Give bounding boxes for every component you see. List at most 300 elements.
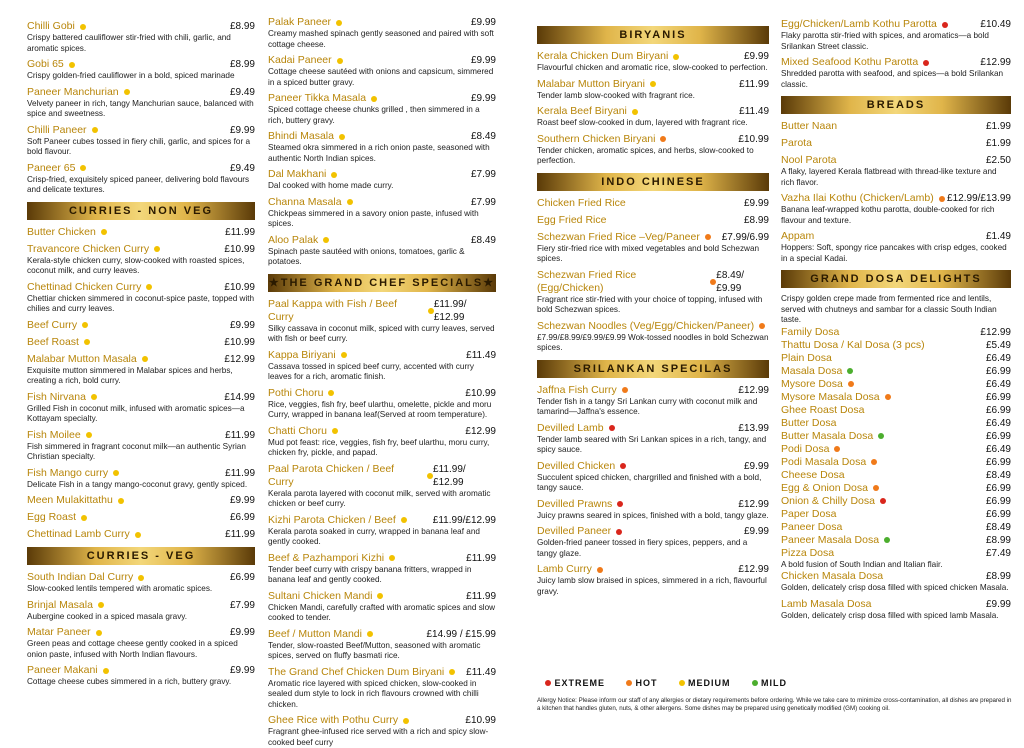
item-name: Mysore Masala Dosa: [781, 390, 880, 403]
item-name: Plain Dosa: [781, 351, 832, 364]
item-name: Lamb Masala Dosa: [781, 597, 872, 610]
menu-item: [781, 326, 1011, 339]
menu-column-4: [781, 18, 1011, 743]
menu-item-header: [268, 92, 496, 105]
spice-level-icon: [92, 127, 98, 133]
menu-item-header: [27, 226, 255, 239]
item-price: £9.99: [743, 460, 769, 472]
menu-item-header: [537, 460, 769, 473]
spice-level-icon: [449, 669, 455, 675]
menu-item-header: [268, 463, 496, 489]
item-name: Mysore Dosa: [781, 377, 843, 390]
spice-level-icon: [847, 368, 853, 374]
menu-item-header: [268, 168, 496, 181]
menu-item-header: [268, 590, 496, 603]
item-description: Exquisite mutton simmered in Malabar spices and herbs, creating a rich, bold curry.: [27, 365, 233, 385]
item-description: Golden-fried paneer tossed in fiery spices, peppers, and a tangy glaze.: [537, 538, 748, 558]
menu-item-header: [27, 281, 255, 294]
menu-item-header: [537, 422, 769, 435]
spice-level-icon: [82, 322, 88, 328]
item-name: Egg Fried Rice: [537, 213, 607, 226]
item-price: £7.99: [470, 196, 496, 208]
item-price: £5.49: [985, 339, 1011, 351]
menu-item: [268, 590, 496, 624]
menu-item-header: [781, 508, 1011, 521]
spice-level-icon: [113, 470, 119, 476]
spice-level-icon: [328, 390, 334, 396]
item-price: £8.49/£9.99: [716, 269, 745, 294]
menu-item: [781, 137, 1011, 150]
spice-level-icon: [337, 58, 343, 64]
item-description: Flavourful chicken and aromatic rice, slow-cooked to perfection.: [537, 63, 768, 72]
menu-item: [268, 16, 496, 50]
item-description: Tender beef curry with crispy banana fritters, wrapped in banana leaf and gently cooked.: [268, 564, 472, 584]
item-price: £2.50: [985, 155, 1011, 166]
menu-item: [268, 387, 496, 421]
legend-item: [540, 678, 605, 688]
menu-column-3: [537, 20, 769, 745]
item-name: Malabar Mutton Biryani: [537, 77, 645, 90]
section-banner-indo-chinese: INDO CHINESE: [537, 173, 769, 191]
spice-level-icon: [759, 323, 765, 329]
menu-item-header: [268, 628, 496, 641]
menu-item: [27, 281, 255, 315]
spice-level-icon: [884, 537, 890, 543]
menu-item-header: [537, 214, 769, 227]
item-name: Matar Paneer: [27, 626, 91, 638]
menu-item: [537, 50, 769, 74]
item-name: Travancore Chicken Curry: [27, 242, 150, 255]
item-description: Golden, delicately crisp dosa filled with spiced lamb Masala.: [781, 610, 999, 620]
spice-level-icon: [617, 501, 623, 507]
item-price: £9.99: [229, 495, 255, 506]
item-name: Channa Masala: [268, 195, 342, 208]
item-name: Lamb Curry: [537, 563, 592, 575]
item-price: £10.99: [738, 133, 769, 145]
item-description: Tender lamb seared with Sri Lankan spices in a rich, tangy, and spicy sauce.: [537, 434, 767, 454]
item-name: Sultani Chicken Mandi: [268, 589, 373, 602]
item-description: Aubergine cooked in a spiced masala gravy.: [27, 611, 188, 621]
item-price: £11.99: [225, 226, 255, 238]
item-name: Schezwan Fried Rice –Veg/Paneer: [537, 230, 700, 243]
legend-item: [621, 678, 658, 688]
spice-level-icon: [401, 517, 407, 523]
item-price: £11.49: [466, 349, 496, 361]
spice-level-icon: [620, 463, 626, 469]
spice-level-icon: [336, 20, 342, 26]
menu-item: [781, 456, 1011, 469]
item-name: Pothi Choru: [268, 386, 324, 399]
item-description: Golden, delicately crisp dosa filled with spiced chicken Masala.: [781, 583, 1009, 592]
menu-item-header: [781, 352, 1011, 365]
spice-level-icon: [118, 498, 124, 504]
item-description: Cassava tossed in spiced beef curry, accented with curry leaves for a rich, aromatic finish.: [268, 361, 474, 381]
item-name: Paneer 65: [27, 161, 76, 174]
menu-item-header: [27, 58, 255, 71]
menu-item-header: [268, 196, 496, 209]
menu-item: [781, 598, 1011, 622]
spice-level-icon: [347, 199, 353, 205]
item-name: Devilled Lamb: [537, 421, 604, 434]
item-description: Steamed okra simmered in a rich onion paste, seasoned with authentic North Indian spices.: [268, 143, 490, 163]
item-name: Egg Roast: [27, 511, 77, 523]
spice-level-icon: [878, 433, 884, 439]
item-name: Paneer Masala Dosa: [781, 533, 880, 546]
item-price: £8.99: [229, 59, 255, 70]
item-description: Hoppers: Soft, spongy rice pancakes with crisp edges, cooked in a special Kadai.: [781, 243, 1007, 263]
spice-level-icon: [81, 515, 87, 521]
item-name: Fish Moilee: [27, 428, 81, 441]
menu-item: [781, 154, 1011, 188]
item-price: £10.99: [224, 336, 255, 348]
item-description: A flaky, layered Kerala flatbread with thread-like texture and rich flavor.: [781, 167, 997, 187]
legend-label: HOT: [632, 678, 658, 688]
item-description: Crispy golden-fried cauliflower in a bold, spiced marinade: [27, 71, 235, 80]
item-description: Shredded parotta with seafood, and spices—a bold Srilankan classic.: [781, 69, 1004, 89]
menu-item-header: [537, 50, 769, 63]
legend-item: [747, 678, 788, 688]
menu-column-1: [27, 20, 255, 745]
menu-item-header: [27, 162, 255, 175]
item-name: Onion & Chilly Dosa: [781, 494, 875, 507]
menu-item: [537, 320, 769, 354]
menu-item-header: [781, 18, 1011, 31]
item-description: Fish simmered in fragrant coconut milk—an authentic Syrian Christian specialty.: [27, 441, 246, 461]
legend-label: EXTREME: [551, 678, 606, 688]
item-name: Vazha Ilai Kothu (Chicken/Lamb): [781, 192, 934, 204]
spice-level-icon: [660, 136, 666, 142]
item-price: £9.99: [470, 17, 496, 28]
section-banner-biryanis: BIRYANIS: [537, 26, 769, 44]
item-price: £6.49: [985, 352, 1011, 364]
item-name: Chettinad Chicken Curry: [27, 280, 142, 293]
item-name: Chettinad Lamb Curry: [27, 528, 130, 540]
spice-level-icon: [834, 446, 840, 452]
menu-item: [268, 234, 496, 268]
item-price: £13.99: [738, 422, 769, 434]
menu-item: [268, 628, 496, 662]
menu-item-header: [27, 319, 255, 332]
menu-item: [781, 56, 1011, 90]
spice-level-icon: [98, 602, 104, 608]
item-price: £11.49: [739, 106, 769, 117]
item-price: £8.49: [985, 521, 1011, 533]
spice-level-icon: [377, 593, 383, 599]
section-banner-curries-veg: CURRIES - VEG: [27, 547, 255, 565]
menu-item: [27, 599, 255, 623]
item-description: Juicy lamb slow braised in spices, simmered in a rich, flavourful gravy.: [537, 576, 767, 596]
item-price: £6.99: [985, 456, 1011, 468]
item-name: Kizhi Parota Chicken / Beef: [268, 513, 396, 526]
spice-level-icon: [103, 668, 109, 674]
item-description: Tender lamb slow-cooked with fragrant rice.: [537, 90, 695, 100]
dosa-intro: Crispy golden crepe made from fermented rice and lentils, served with chutneys and sambar for a classic South Indian taste.: [781, 294, 997, 324]
spice-level-icon: [871, 459, 877, 465]
menu-item: [268, 463, 496, 510]
spice-level-icon: [138, 575, 144, 581]
item-name: Paal Parota Chicken / Beef Curry: [268, 462, 395, 488]
legend-label: MILD: [757, 678, 788, 688]
item-description: Aromatic rice layered with spiced chicken, slow-cooked in sealed dum style to lock in rich flavours crowned with chilli chicken.: [268, 678, 479, 709]
menu-item: [27, 124, 255, 158]
menu-item-header: [537, 498, 769, 511]
menu-item-header: [268, 130, 496, 143]
item-price: £10.99: [224, 243, 255, 255]
menu-item: [27, 429, 255, 463]
menu-item-header: [781, 230, 1011, 243]
menu-item-header: [781, 430, 1011, 443]
menu-item: [268, 349, 496, 383]
menu-item: [537, 384, 769, 418]
spice-level-icon: [942, 22, 948, 28]
menu-item-header: [537, 105, 769, 118]
item-price: £11.99: [225, 529, 255, 540]
menu-item-header: [781, 391, 1011, 404]
item-name: Devilled Prawns: [537, 497, 613, 510]
item-price: £9.99: [985, 598, 1011, 610]
menu-item: [781, 404, 1011, 417]
item-name: Paal Kappa with Fish / Beef Curry: [268, 297, 397, 323]
item-description: Silky cassava in coconut milk, spiced with curry leaves, served with fish or beef curry.: [268, 323, 495, 343]
menu-item: [268, 196, 496, 230]
spice-level-icon: [616, 529, 622, 535]
item-name: Meen Mulakittathu: [27, 494, 113, 506]
item-price: £6.99: [229, 572, 255, 583]
menu-item: [537, 498, 769, 522]
legend-label: MEDIUM: [684, 678, 731, 688]
item-name: Egg/Chicken/Lamb Kothu Parotta: [781, 18, 937, 30]
item-name: Podi Dosa: [781, 442, 830, 455]
menu-item: [537, 214, 769, 227]
item-price: £6.99: [229, 512, 255, 523]
item-name: Pizza Dosa: [781, 546, 835, 559]
item-price: £11.99/£12.99: [433, 463, 466, 488]
menu-item-header: [537, 384, 769, 397]
item-description: Flaky parotta stir-fried with spices, and aromatics—a bold Srilankan Street classic.: [781, 31, 989, 51]
menu-item-header: [27, 336, 255, 349]
menu-item-header: [537, 563, 769, 576]
menu-item-header: [537, 197, 769, 210]
menu-item-header: [781, 547, 1011, 560]
menu-item-header: [268, 714, 496, 727]
menu-item: [781, 391, 1011, 404]
item-price: £12.99: [980, 326, 1011, 338]
item-description: Chicken Mandi, carefully crafted with aromatic spices and slow cooked to tender.: [268, 602, 496, 622]
spice-level-icon: [80, 165, 86, 171]
item-price: £11.99: [466, 552, 496, 564]
item-price: £9.99: [743, 526, 769, 537]
item-price: £7.99: [470, 169, 496, 180]
menu-item: [781, 339, 1011, 352]
menu-item-header: [781, 482, 1011, 495]
item-price: £7.99/6.99: [721, 231, 769, 243]
menu-item-header: [781, 192, 1011, 205]
item-price: £9.99: [470, 55, 496, 66]
item-price: £12.99: [980, 57, 1011, 68]
section-banner-breads: BREADS: [781, 96, 1011, 114]
spice-level-icon: [632, 109, 638, 115]
spice-level-icon: [673, 54, 679, 60]
spice-level-icon: [84, 339, 90, 345]
menu-item-header: [781, 154, 1011, 167]
menu-item: [781, 521, 1011, 534]
menu-item-header: [27, 243, 255, 256]
menu-item: [27, 511, 255, 524]
item-price: £6.99: [985, 508, 1011, 520]
spice-level-icon: [873, 485, 879, 491]
menu-item: [537, 197, 769, 210]
item-name: Parota: [781, 137, 812, 149]
item-description: Chickpeas simmered in a savory onion paste, infused with spices.: [268, 208, 479, 228]
menu-item: [268, 168, 496, 192]
item-price: £9.99: [229, 319, 255, 331]
item-price: £10.99: [465, 715, 496, 726]
menu-item-header: [781, 378, 1011, 391]
item-description: Chettiar chicken simmered in coconut-spice paste, topped with chilies and curry leaves.: [27, 293, 255, 313]
menu-item-header: [537, 269, 769, 295]
menu-item-header: [268, 514, 496, 527]
item-description: Crispy battered cauliflower stir-fried with chili, garlic, and aromatic spices.: [27, 33, 231, 53]
item-name: Schezwan Fried Rice (Egg/Chicken): [537, 268, 637, 294]
menu-item: [27, 86, 255, 120]
menu-item-header: [27, 391, 255, 404]
menu-item-header: [27, 528, 255, 541]
spice-level-icon: [403, 718, 409, 724]
item-price: £7.49: [985, 547, 1011, 559]
spice-level-icon: [848, 381, 854, 387]
spice-level-icon: [146, 284, 152, 290]
menu-item: [781, 230, 1011, 264]
spice-level-icon: [124, 89, 130, 95]
item-price: £8.49: [470, 131, 496, 142]
spice-level-icon: [341, 352, 347, 358]
menu-item-header: [781, 120, 1011, 133]
item-price: £9.99: [743, 197, 769, 209]
menu-item-header: [27, 429, 255, 442]
item-price: £6.99: [985, 430, 1011, 442]
menu-item-header: [781, 521, 1011, 534]
item-name: Bhindi Masala: [268, 130, 334, 142]
item-name: Fish Nirvana: [27, 390, 86, 403]
menu-item-header: [781, 56, 1011, 69]
menu-item: [781, 120, 1011, 133]
item-description: Tender fish in a tangy Sri Lankan curry with coconut milk and tamarind—Jaffna's essence.: [537, 396, 758, 416]
item-name: Family Dosa: [781, 325, 840, 338]
item-description: Rice, veggies, fish fry, beef ularthu, omelette, pickle and moru Curry, wrapped in banana leaf(Served at room temperature).: [268, 399, 492, 419]
spice-level-icon: [101, 229, 107, 235]
menu-item: [537, 563, 769, 597]
menu-item-header: [27, 511, 255, 524]
menu-item-header: [27, 494, 255, 507]
allergy-notice: Allergy Notice: Please inform our staff of any allergies or dietary requirements before ordering. While we take care to minimize cross-contamination, all dishes are prepared in a kitchen that handles gluten, nuts, & other allergens. Some dishes may be prepared using genetically modified (GM) cooking oil.: [537, 697, 1012, 712]
item-description: Delicate Fish in a tangy mango-coconut gravy, gently spiced.: [27, 479, 248, 489]
item-description: Cottage cheese sautéed with onions and capsicum, simmered in a spiced butter gravy.: [268, 67, 494, 87]
item-description: Crisp-fried, exquisitely spiced paneer, delivering bold flavours and delicate textures.: [27, 174, 250, 194]
item-name: Kerala Chicken Dum Biryani: [537, 50, 669, 62]
item-name: Butter Chicken: [27, 225, 96, 238]
menu-item: [27, 528, 255, 541]
menu-item: [537, 231, 769, 265]
section-banner-grand-chef: ★THE GRAND CHEF SPECIALS★: [268, 274, 496, 292]
spice-level-icon: [885, 394, 891, 400]
menu-item: [537, 133, 769, 167]
spice-level-icon: [389, 555, 395, 561]
item-name: Chatti Choru: [268, 424, 327, 437]
menu-item: [268, 552, 496, 586]
item-price: £14.99: [224, 391, 255, 403]
menu-item: [268, 514, 496, 548]
menu-item-header: [781, 443, 1011, 456]
item-name: Chicken Masala Dosa: [781, 570, 884, 582]
menu-item: [27, 58, 255, 82]
item-price: £6.99: [985, 365, 1011, 377]
spice-level-icon: [69, 62, 75, 68]
menu-item: [781, 495, 1011, 508]
item-name: Gobi 65: [27, 58, 64, 70]
item-price: £9.99: [743, 51, 769, 62]
item-name: Mixed Seafood Kothu Parotta: [781, 56, 919, 68]
item-description: Mud pot feast: rice, veggies, fish fry, beef ularthu, moru curry, chicken fry, pickle, and papad.: [268, 437, 490, 457]
spice-level-icon: [154, 246, 160, 252]
spice-level-icon: [705, 234, 711, 240]
item-name: Kappa Biriyani: [268, 348, 336, 361]
menu-item-header: [268, 16, 496, 29]
menu-item: [537, 460, 769, 494]
menu-item: [27, 162, 255, 196]
menu-item-header: [781, 339, 1011, 352]
menu-item: [268, 425, 496, 459]
item-description: Fragrant ghee-infused rice served with a rich and spicy slow-cooked beef curry: [268, 727, 489, 747]
item-price: £6.99: [985, 404, 1011, 416]
spice-level-icon: [597, 567, 603, 573]
item-price: £12.99: [738, 564, 769, 575]
item-description: Grilled Fish in coconut milk, infused with aromatic spices—a Kottayam specialty.: [27, 403, 245, 423]
menu-item: [781, 547, 1011, 560]
menu-item: [268, 666, 496, 711]
menu-item-header: [537, 320, 769, 333]
menu-item: [27, 664, 255, 688]
item-name: Palak Paneer: [268, 16, 332, 28]
item-name: Kadai Paneer: [268, 54, 332, 66]
menu-item: [27, 226, 255, 239]
menu-item: [537, 78, 769, 102]
item-name: Southern Chicken Biryani: [537, 132, 656, 145]
menu-item: [537, 269, 769, 316]
item-name: Ghee Roast Dosa: [781, 403, 865, 416]
spice-level-icon: [86, 432, 92, 438]
item-price: £11.99/£12.99: [433, 298, 467, 323]
menu-item-header: [268, 349, 496, 362]
spice-level-icon: [323, 237, 329, 243]
menu-item-header: [537, 133, 769, 146]
item-name: Paneer Manchurian: [27, 85, 119, 98]
menu-item-header: [781, 417, 1011, 430]
item-price: £6.99: [985, 391, 1011, 403]
item-price: £11.99: [225, 467, 255, 479]
item-description: Spinach paste sautéed with onions, tomatoes, garlic & potatoes.: [268, 246, 465, 266]
item-name: Kerala Beef Biryani: [537, 105, 627, 117]
spice-level-icon: [371, 96, 377, 102]
menu-item: [781, 508, 1011, 521]
menu-item-header: [27, 626, 255, 639]
menu-item: [781, 443, 1011, 456]
item-price: £7.99: [229, 599, 255, 611]
item-name: Beef Curry: [27, 318, 78, 331]
spice-level-icon: [96, 630, 102, 636]
item-name: Chilli Paneer: [27, 123, 87, 136]
menu-item-header: [537, 231, 769, 244]
item-description: £7.99/£8.99/£9.99/£9.99 Wok-tossed noodles in bold Schezwan spices.: [537, 332, 769, 352]
